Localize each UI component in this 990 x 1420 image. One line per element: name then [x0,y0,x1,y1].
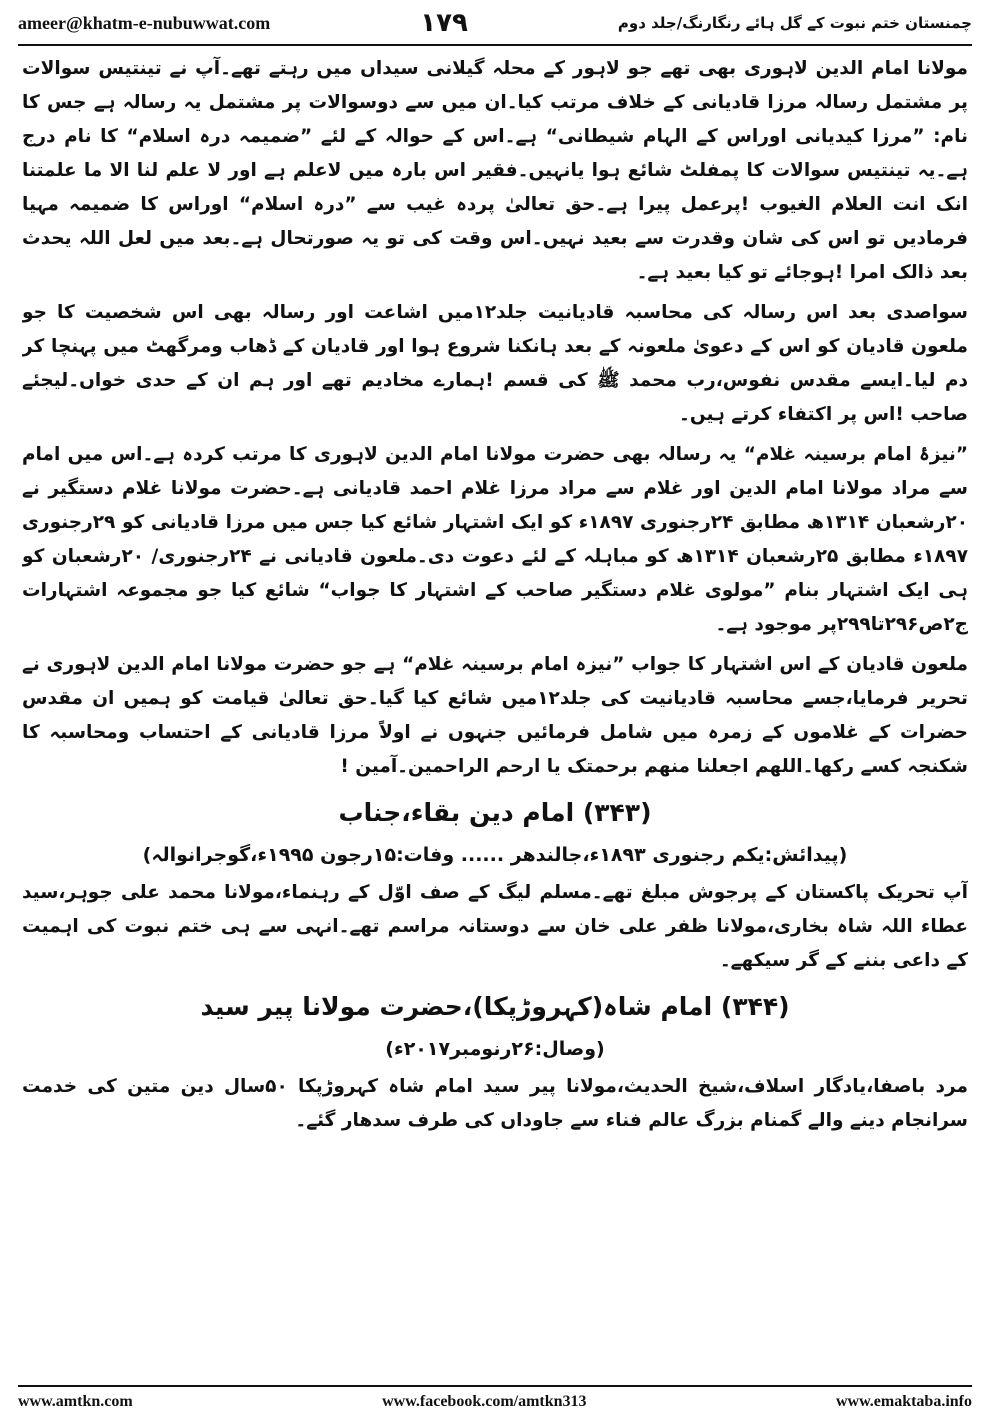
section-344-body: مرد باصفا،یادگار اسلاف،شیخ الحدیث،مولانا پیر سید امام شاہ کہروڑپکا ۵۰سال دین متین کی خدمت سرانجام دینے والے گمنام بزرگ عالم فناء سے جاوداں کی طرف سدھار گئے۔ [22,1076,968,1131]
header-rule [18,44,972,46]
header-email: ameer@khatm-e-nubuwwat.com [18,12,271,33]
page-body [22,52,968,1380]
section-343-heading: (۳۴۳) امام دین بقاء،جناب [338,798,652,827]
section-344-heading: (۳۴۴) امام شاہ(کہروڑپکا)،حضرت مولانا پیر سید [200,992,790,1021]
footer-link-amtkn[interactable]: www.amtkn.com [18,1393,133,1410]
footer-link-emaktaba[interactable]: www.emaktaba.info [835,1393,972,1410]
paragraph-2: سواصدی بعد اس رسالہ کی محاسبہ قادیانیت جلد۱۲میں اشاعت اور رسالہ بھی اس شخصیت کا جو ملعون قادیان کو اس کے دعویٰ ملعونہ کے بعد ہانکنا شروع ہوا اور قادیان کے ڈھاب ومرگھٹ میں پہنچا کر دم لیا۔ایسے مقدس نفوس،رب محمد ﷺ کی قسم !ہمارے مخادیم تھے اور ہم ان کے حدی خواں۔لیجئے صاحب !اس پر اکتفاء کرتے ہیں۔ [22,302,968,425]
page-footer [18,1390,972,1414]
paragraph-1: مولانا امام الدین لاہوری بھی تھے جو لاہور کے محلہ گیلانی سیداں میں رہتے تھے۔آپ نے تینتیس سوالات پر مشتمل رسالہ مرزا قادیانی کے خلاف مرتب کیا۔ان میں سے دوسوالات پر مشتمل یہ رسالہ ہے جس کا نام: ”مرزا کیدیانی اوراس کے الہام شیطانی“ ہے۔اس کے حوالہ کے لئے ”ضمیمہ درہ اسلام“ کا نام درج ہے۔یہ تینتیس سوالات کا پمفلٹ شائع ہوا یانہیں۔فقیر اس بارہ میں لاعلم ہے اور لا علم لنا الا ما علمتنا انک انت العلام الغیوب !پرعمل پیرا ہے۔حق تعالیٰ پردہ غیب سے ”درہ اسلام“ اوراس کا ضمیمہ مہیا فرمادیں تو اس کی شان وقدرت سے بعید نہیں۔اس وقت کی تو یہ صورتحال ہے۔بعد میں لعل اللہ یحدث بعد ذالک امرا !ہوجائے تو کیا بعید ہے۔ [22,58,968,283]
page-header [18,6,972,40]
footer-rule [18,1385,972,1387]
page-number: ۱۷۹ [420,8,468,38]
section-343-body: آپ تحریک پاکستان کے پرجوش مبلغ تھے۔مسلم لیگ کے صف اوّل کے رہنماء،مولانا محمد علی جوہر،سید عطاء اللہ شاہ بخاری،مولانا ظفر علی خان سے دوستانہ مراسم تھے۔انہی سے ہی ختم نبوت کی اہمیت کے داعی بننے کے گر سیکھے۔ [22,882,968,971]
paragraph-3: ”نیزۂ امام برسینہ غلام“ یہ رسالہ بھی حضرت مولانا امام الدین لاہوری کا مرتب کردہ ہے۔اس میں امام سے مراد مولانا امام الدین اور غلام سے مراد مرزا غلام احمد قادیانی ہے۔حضرت مولانا غلام دستگیر نے ۲۰رشعبان ۱۳۱۴ھ مطابق ۲۴رجنوری ۱۸۹۷ء کو ایک اشتہار شائع کیا جس میں مرزا قادیانی کو ۲۹رجنوری ۱۸۹۷ء مطابق ۲۵رشعبان ۱۳۱۴ھ کو مباہلہ کے لئے دعوت دی۔ملعون قادیانی نے ۲۴رجنوری/ ۲۰رشعبان کو ہی ایک اشتہار بنام ”مولوی غلام دستگیر صاحب کے اشتہار کا جواب“ شائع کیا جو مجموعہ اشتہارات ج۲ص۲۹۶تا۲۹۹پر موجود ہے۔ [22,444,968,635]
footer-link-facebook[interactable]: www.facebook.com/amtkn313 [382,1393,587,1410]
book-title: چمنستان ختم نبوت کے گل ہائے رنگارنگ/جلد دوم [617,14,972,32]
section-344-dates: (وصال:۲۶رنومبر۲۰۱۷ء) [385,1038,605,1060]
section-343-dates: (پیدائش:یکم رجنوری ۱۸۹۳ء،جالندھر ...... وفات:۱۵رجون ۱۹۹۵ء،گوجرانوالہ) [142,844,848,866]
paragraph-4: ملعون قادیان کے اس اشتہار کا جواب ”نیزہ امام برسینہ غلام“ ہے جو حضرت مولانا امام الدین لاہوری نے تحریر فرمایا،جسے محاسبہ قادیانیت کی جلد۱۲میں شائع کیا گیا۔حق تعالیٰ قیامت کو ہمیں ان مقدس حضرات کے غلاموں کے زمرہ میں شامل فرمائیں جنہوں نے اولاً مرزا قادیانی کے احتساب ومحاسبہ کا شکنجہ کسے رکھا۔اللھم اجعلنا منھم برحمتک یا ارحم الراحمین۔آمین ! [22,654,968,777]
